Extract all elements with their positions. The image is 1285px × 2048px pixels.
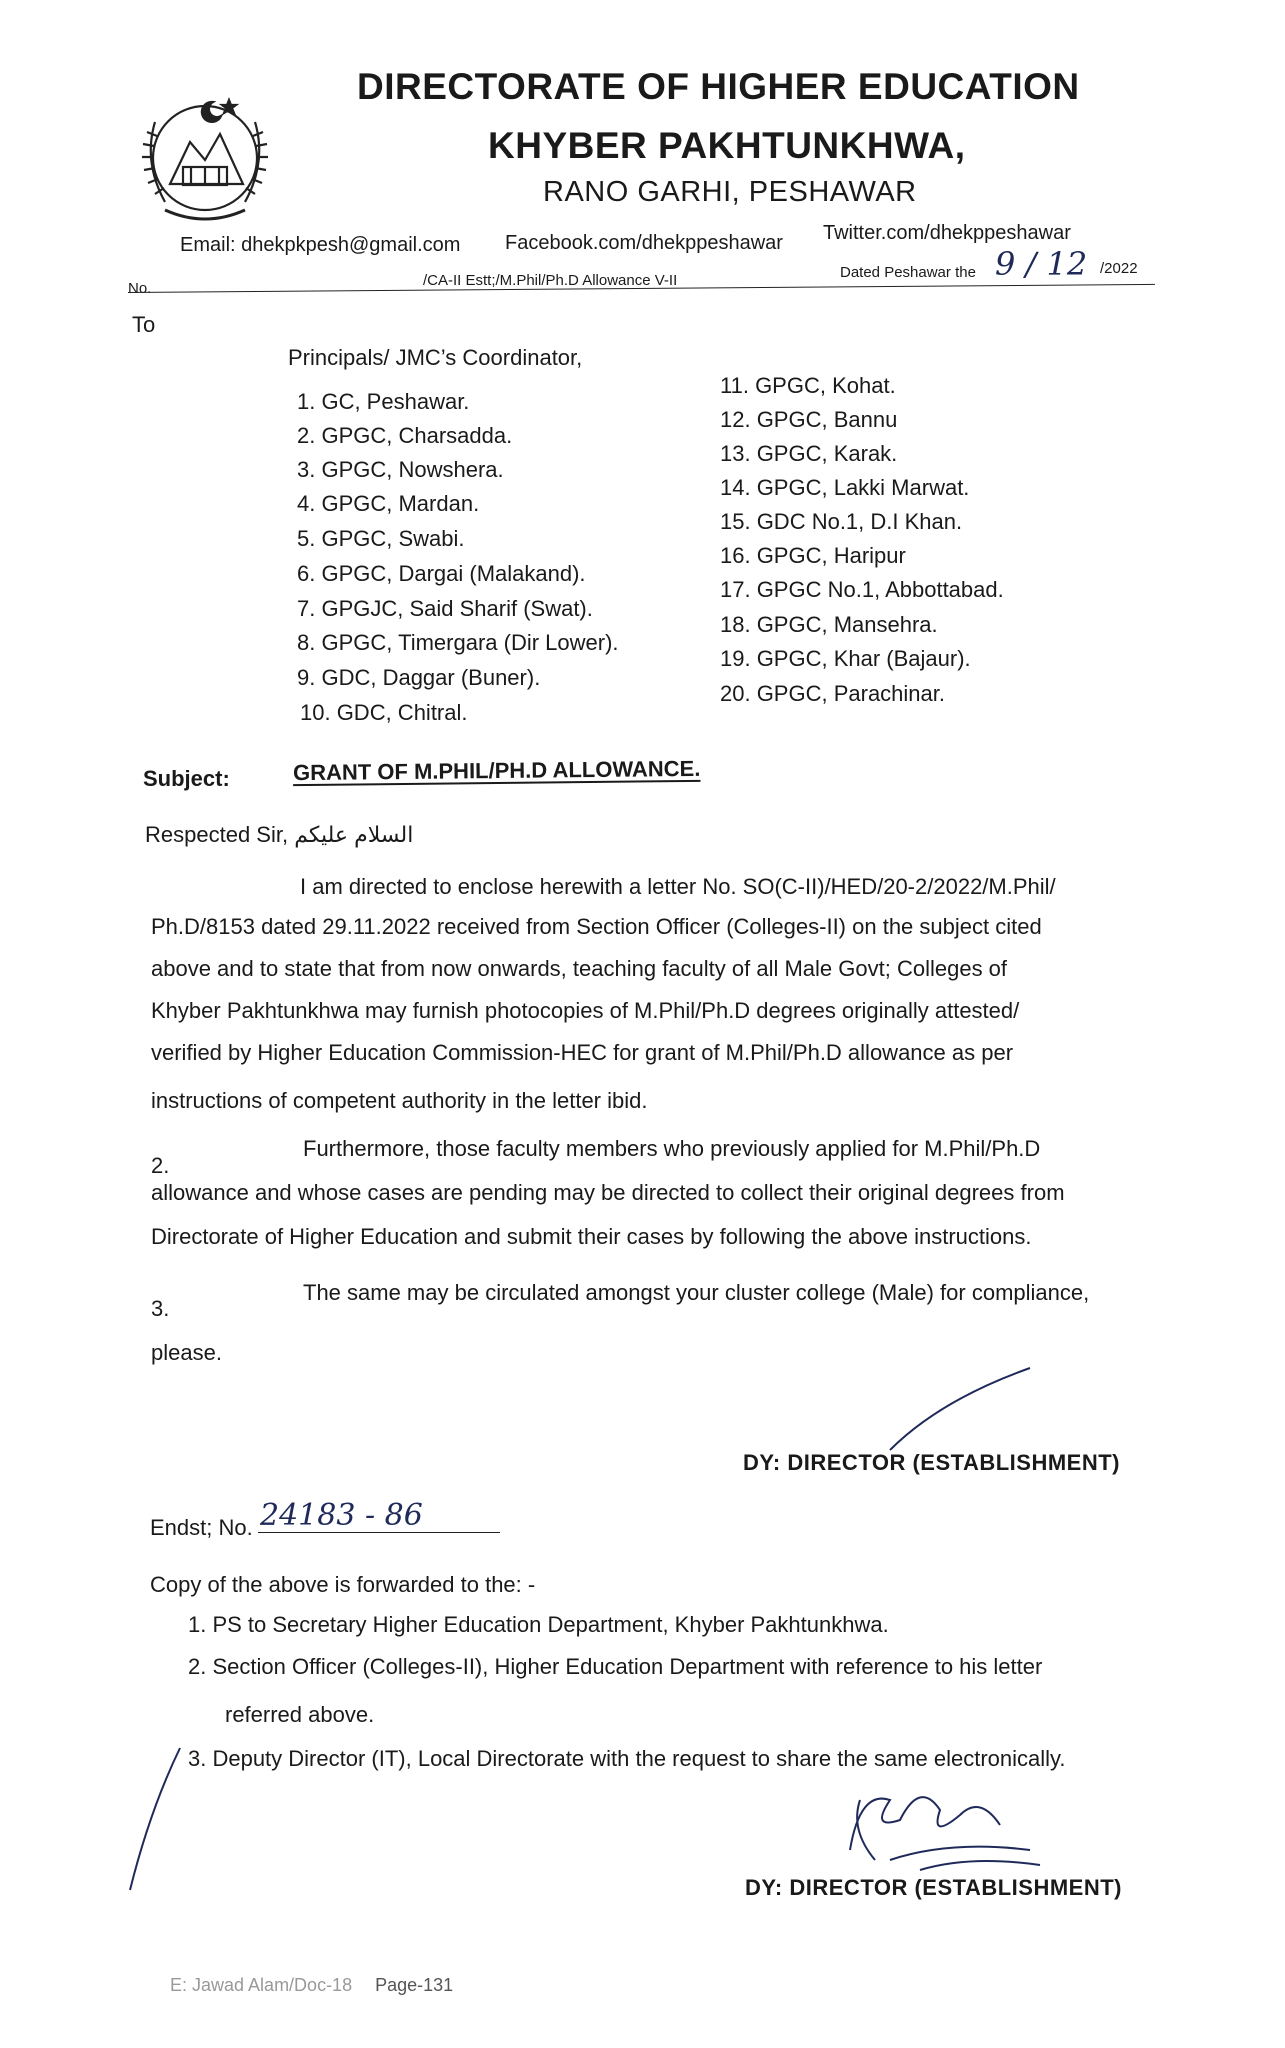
header-facebook: Facebook.com/dhekppeshawar <box>505 232 783 254</box>
signature-stroke-1 <box>880 1360 1040 1460</box>
list-item: 11. GPGC, Kohat. <box>720 373 896 398</box>
paragraph-line: allowance and whose cases are pending may be directed to collect their original degrees from <box>151 1180 1065 1205</box>
list-item: 20. GPGC, Parachinar. <box>720 681 945 706</box>
list-item: 16. GPGC, Haripur <box>720 543 906 568</box>
paragraph-line: The same may be circulated amongst your cluster college (Male) for compliance, <box>303 1280 1090 1305</box>
paragraph-line: above and to state that from now onwards, teaching faculty of all Male Govt; Colleges of <box>151 956 1008 981</box>
list-item: 1. PS to Secretary Higher Education Department, Khyber Pakhtunkhwa. <box>188 1612 889 1637</box>
header-twitter: Twitter.com/dhekppeshawar <box>823 222 1071 244</box>
list-item: 17. GPGC No.1, Abbottabad. <box>720 577 1004 602</box>
list-item: 14. GPGC, Lakki Marwat. <box>720 475 970 500</box>
salutation: Respected Sir, السلام علیکم <box>145 822 414 847</box>
endst-label: Endst; No. <box>150 1515 253 1540</box>
list-item: 6. GPGC, Dargai (Malakand). <box>297 561 586 586</box>
list-item: referred above. <box>225 1702 375 1727</box>
footer-reference <box>170 1975 453 1996</box>
handwritten-signature <box>830 1770 1060 1880</box>
signature-title-2: DY: DIRECTOR (ESTABLISHMENT) <box>745 1875 1122 1900</box>
kp-government-emblem-icon <box>125 72 285 232</box>
footer-page-number: Page-131 <box>375 1975 454 1995</box>
list-item: 13. GPGC, Karak. <box>720 441 898 466</box>
list-item: 3. GPGC, Nowshera. <box>297 457 504 482</box>
list-item: 2. GPGC, Charsadda. <box>297 423 513 448</box>
header-title-line2: KHYBER PAKHTUNKHWA, <box>488 125 966 166</box>
header-title-line3: RANO GARHI, PESHAWAR <box>543 176 917 208</box>
list-item: 8. GPGC, Timergara (Dir Lower). <box>297 630 619 655</box>
list-item: 19. GPGC, Khar (Bajaur). <box>720 646 971 671</box>
subject-label: Subject: <box>143 766 230 791</box>
paragraph-line: Ph.D/8153 dated 29.11.2022 received from Section Officer (Colleges-II) on the subject cited <box>151 914 1042 939</box>
ref-no-label: No. <box>128 280 152 297</box>
list-item: 10. GDC, Chitral. <box>300 700 468 725</box>
copy-intro: Copy of the above is forwarded to the: - <box>150 1572 536 1597</box>
handwritten-endst-number: 24183 - 86 <box>260 1498 423 1533</box>
list-item: 12. GPGC, Bannu <box>720 407 898 432</box>
addressee: Principals/ JMC’s Coordinator, <box>288 345 583 370</box>
paragraph-3-number: 3. <box>151 1296 170 1321</box>
list-item: 4. GPGC, Mardan. <box>297 491 480 516</box>
paragraph-line: Furthermore, those faculty members who previously applied for M.Phil/Ph.D <box>303 1136 1041 1161</box>
paragraph-line: verified by Higher Education Commission-HEC for grant of M.Phil/Ph.D allowance as per <box>151 1040 1014 1065</box>
margin-pen-mark <box>120 1740 200 1900</box>
paragraph-line: Khyber Pakhtunkhwa may furnish photocopies of M.Phil/Ph.D degrees originally attested/ <box>151 998 1020 1023</box>
ref-number-suffix: /CA-II Estt;/M.Phil/Ph.D Allowance V-II <box>423 272 678 289</box>
header-title-line1: DIRECTORATE OF HIGHER EDUCATION <box>357 66 1080 107</box>
list-item: 7. GPGJC, Said Sharif (Swat). <box>297 596 593 621</box>
subject-title: GRANT OF M.PHIL/PH.D ALLOWANCE. <box>292 755 701 786</box>
paragraph-line: I am directed to enclose herewith a letter No. SO(C-II)/HED/20-2/2022/M.Phil/ <box>300 874 1056 899</box>
paragraph-2-number: 2. <box>151 1153 170 1178</box>
paragraph-line: please. <box>151 1340 222 1365</box>
list-item: 3. Deputy Director (IT), Local Directorate with the request to share the same electronically. <box>188 1746 1066 1771</box>
list-item: 5. GPGC, Swabi. <box>297 526 465 551</box>
list-item: 18. GPGC, Mansehra. <box>720 612 938 637</box>
list-item: 9. GDC, Daggar (Buner). <box>297 665 541 690</box>
endst-underline <box>258 1532 500 1533</box>
dated-label: Dated Peshawar the <box>840 264 976 281</box>
list-item: 1. GC, Peshawar. <box>297 389 470 414</box>
paragraph-line: Directorate of Higher Education and submit their cases by following the above instructions. <box>151 1224 1032 1249</box>
signature-title-1: DY: DIRECTOR (ESTABLISHMENT) <box>743 1450 1120 1475</box>
header-email: Email: dhekpkpesh@gmail.com <box>180 234 461 256</box>
footer-doc-ref: E: Jawad Alam/Doc-18 <box>170 1975 353 1995</box>
to-label: To <box>132 312 156 337</box>
date-year: /2022 <box>1100 260 1138 277</box>
list-item: 2. Section Officer (Colleges-II), Higher Education Department with reference to his letter <box>188 1654 1043 1679</box>
paragraph-line: instructions of competent authority in the letter ibid. <box>151 1088 648 1113</box>
list-item: 15. GDC No.1, D.I Khan. <box>720 509 963 534</box>
handwritten-date: 9 / 12 <box>995 245 1088 283</box>
